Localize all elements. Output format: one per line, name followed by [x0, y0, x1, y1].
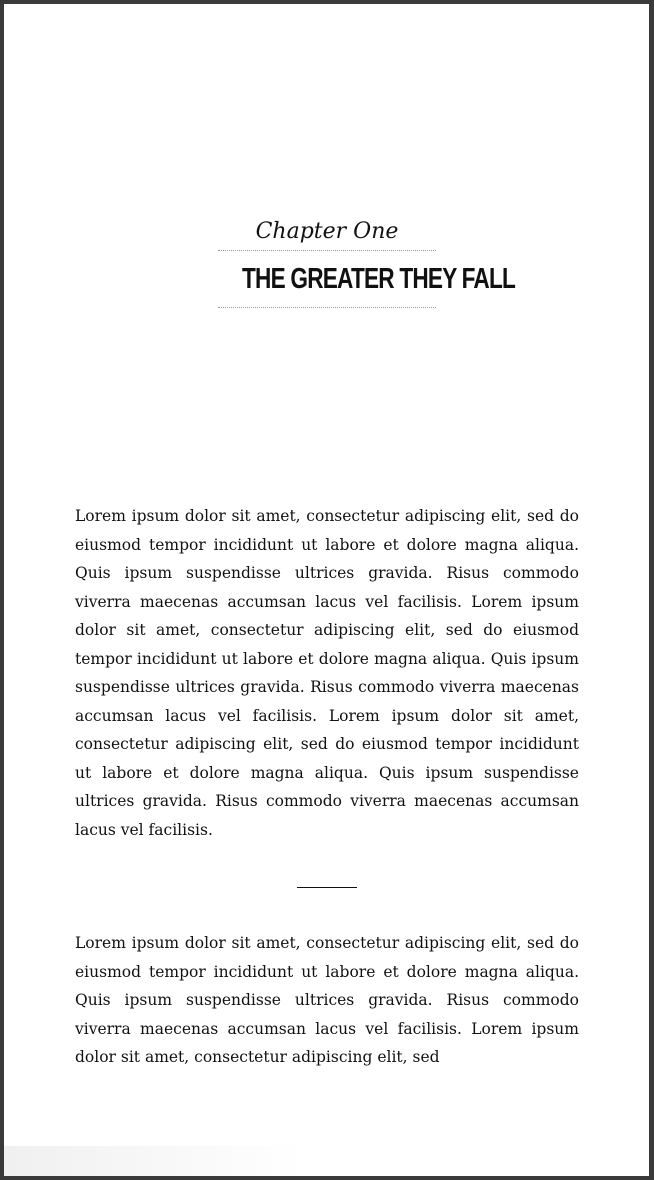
page-curl-shadow [4, 1146, 304, 1176]
section-break-divider [297, 887, 357, 888]
book-page [4, 4, 649, 1176]
chapter-bottom-rule [218, 307, 436, 308]
chapter-label: Chapter One [255, 219, 399, 244]
body-paragraph: Lorem ipsum dolor sit amet, consectetur adipiscing elit, sed do eiusmod tempor incididunt ut labore et dolore magna aliqua. Quis ipsum suspendisse ultrices gravida. Risus commodo viverra maecenas accumsan lacus vel facilisis. Lorem ipsum dolor sit amet, consectetur adipiscing elit, sed do eiusmod tempor incididunt ut labore et dolore magna aliqua. Quis ipsum suspendisse ultrices gravida. Risus commodo viverra maecenas accumsan lacus vel facilisis. Lorem ipsum dolor sit amet, consectetur adipiscing elit, sed do eiusmod tempor incididunt ut labore et dolore magna aliqua. Quis ipsum suspendisse ultrices gravida. Risus commodo viverra maecenas accumsan lacus vel facilisis. [75, 507, 579, 839]
body-paragraph: Lorem ipsum dolor sit amet, consectetur adipiscing elit, sed do eiusmod tempor incididunt ut labore et dolore magna aliqua. Quis ipsum suspendisse ultrices gravida. Risus commodo viverra maecenas accumsan lacus vel facilisis. Lorem ipsum dolor sit amet, consectetur adipiscing elit, sed [75, 934, 579, 1066]
chapter-title: THE GREATER THEY FALL [241, 263, 516, 295]
chapter-header [218, 214, 516, 308]
